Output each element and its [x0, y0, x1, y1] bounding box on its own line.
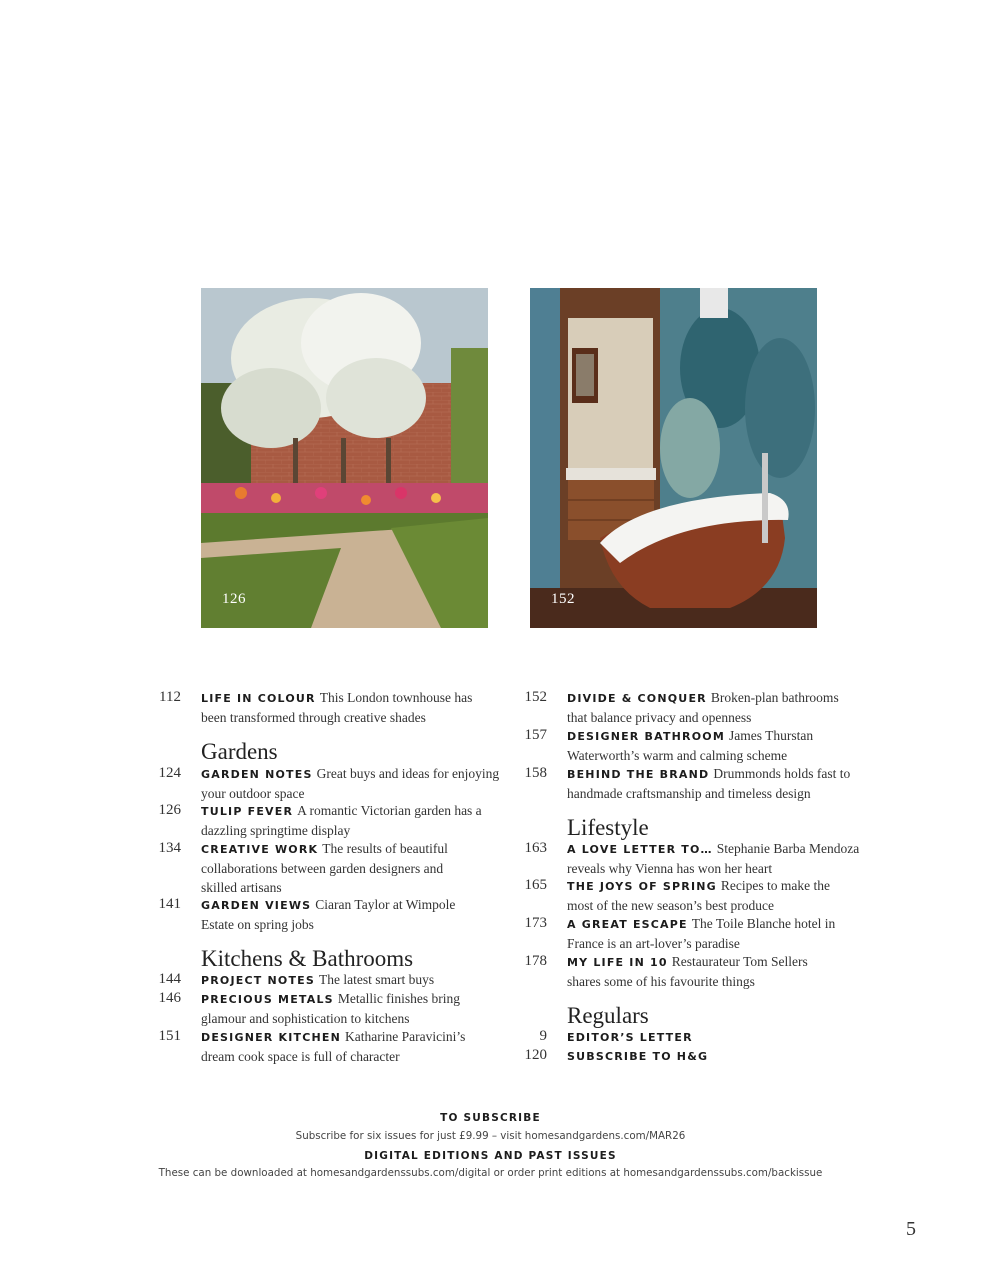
garden-photo: [201, 288, 488, 628]
toc-entry[interactable]: [158, 801, 491, 840]
toc-entry[interactable]: [158, 970, 501, 990]
page-number: 151: [158, 1028, 181, 1044]
entry-title: EDITOR’S LETTER: [567, 1031, 693, 1044]
photo-page-number: 152: [551, 591, 575, 607]
entry-description: The latest smart buys: [319, 972, 435, 987]
page-folio: 5: [906, 1218, 916, 1240]
toc-entry[interactable]: [158, 989, 491, 1028]
page-number: 158: [524, 765, 547, 781]
entry-description: Ciaran Taylor at Wimpole Estate on spring jobs: [201, 897, 456, 932]
page-number: 144: [158, 971, 181, 987]
garden-illustration: [201, 288, 488, 628]
entry-description: Stephanie Barba Mendoza reveals why Vienna has won her heart: [567, 841, 860, 876]
digital-text-line: These can be downloaded at homesandgardenssubs.com/digital or order print editions at homesandgardenssubs.com/backissue: [158, 1167, 823, 1179]
section-heading: Kitchens & Bathrooms: [201, 946, 414, 971]
entry-description: Great buys and ideas for enjoying your outdoor space: [201, 766, 500, 801]
page-number: 124: [158, 765, 181, 781]
entry-title: DESIGNER KITCHEN: [201, 1031, 342, 1044]
entry-description: Metallic finishes bring glamour and sophistication to kitchens: [201, 991, 461, 1026]
entry-title: A GREAT ESCAPE: [567, 918, 688, 931]
entry-title: GARDEN VIEWS: [201, 899, 312, 912]
entry-description: A romantic Victorian garden has a dazzling springtime display: [201, 803, 482, 838]
digital-heading-text: DIGITAL EDITIONS AND PAST ISSUES: [364, 1150, 617, 1162]
subscribe-text[interactable]: [0, 1124, 981, 1143]
toc-entry[interactable]: [524, 839, 862, 878]
page-number: 126: [158, 802, 181, 818]
page-number: 173: [524, 915, 547, 931]
toc-entry[interactable]: [524, 1046, 867, 1066]
entry-title: CREATIVE WORK: [201, 843, 319, 856]
page-number: 141: [158, 896, 181, 912]
toc-entry[interactable]: [158, 764, 501, 803]
toc-entry[interactable]: [158, 1027, 491, 1066]
page-number: 146: [158, 990, 181, 1006]
page-number: 9: [539, 1028, 547, 1044]
entry-title: GARDEN NOTES: [201, 768, 313, 781]
digital-text[interactable]: [0, 1161, 981, 1180]
entry-description: Drummonds holds fast to handmade craftsmanship and timeless design: [567, 766, 851, 801]
toc-entry[interactable]: [524, 726, 837, 765]
entry-title: MY LIFE IN 10: [567, 956, 668, 969]
page-number: 165: [524, 877, 547, 893]
toc-entry[interactable]: [524, 688, 857, 727]
toc-entry[interactable]: [158, 839, 481, 897]
entry-title: SUBSCRIBE TO H&G: [567, 1050, 709, 1063]
toc-entry[interactable]: [158, 895, 491, 934]
entry-description: Restaurateur Tom Sellers shares some of his favourite things: [567, 954, 808, 989]
toc-entry[interactable]: [539, 1027, 867, 1047]
bathroom-illustration: [530, 288, 817, 628]
subscribe-text-line: Subscribe for six issues for just £9.99 – visit homesandgardens.com/MAR26: [295, 1130, 686, 1142]
section-heading: Gardens: [201, 739, 278, 764]
toc-entry[interactable]: [524, 952, 827, 991]
entry-title: PRECIOUS METALS: [201, 993, 334, 1006]
entry-description: James Thurstan Waterworth’s warm and calming scheme: [567, 728, 814, 763]
toc-entry[interactable]: [524, 764, 862, 803]
page-number: 112: [159, 689, 181, 705]
page-number: 178: [524, 953, 547, 969]
page-number: 157: [524, 727, 547, 743]
section-heading: Lifestyle: [567, 815, 649, 840]
page-number: 163: [524, 840, 547, 856]
page-number: 152: [524, 689, 547, 705]
entry-description: Katharine Paravicini’s dream cook space is full of character: [201, 1029, 466, 1064]
section-heading: Regulars: [567, 1003, 649, 1028]
toc-entry[interactable]: [159, 688, 501, 727]
entry-title: PROJECT NOTES: [201, 974, 315, 987]
page-number: 134: [158, 840, 181, 856]
entry-title: THE JOYS OF SPRING: [567, 880, 717, 893]
entry-description: Recipes to make the most of the new season’s best produce: [567, 878, 831, 913]
entry-title: A LOVE LETTER TO…: [567, 843, 713, 856]
entry-title: BEHIND THE BRAND: [567, 768, 710, 781]
bathroom-photo: [530, 288, 817, 628]
toc-entry[interactable]: [524, 914, 852, 953]
subscribe-heading: [0, 1106, 981, 1125]
page-number: 120: [524, 1047, 547, 1063]
entry-title: DIVIDE & CONQUER: [567, 692, 707, 705]
entry-title: DESIGNER BATHROOM: [567, 730, 725, 743]
entry-description: The Toile Blanche hotel in France is an art-lover’s paradise: [567, 916, 836, 951]
photo-page-number: 126: [222, 591, 246, 607]
subscribe-heading-text: TO SUBSCRIBE: [440, 1112, 541, 1124]
entry-description: The results of beautiful collaborations between garden designers and skilled artisans: [201, 841, 448, 895]
entry-title: LIFE IN COLOUR: [201, 692, 316, 705]
entry-title: TULIP FEVER: [201, 805, 294, 818]
entry-description: Broken-plan bathrooms that balance privacy and openness: [567, 690, 839, 725]
toc-entry[interactable]: [524, 876, 852, 915]
entry-description: This London townhouse has been transformed through creative shades: [201, 690, 473, 725]
